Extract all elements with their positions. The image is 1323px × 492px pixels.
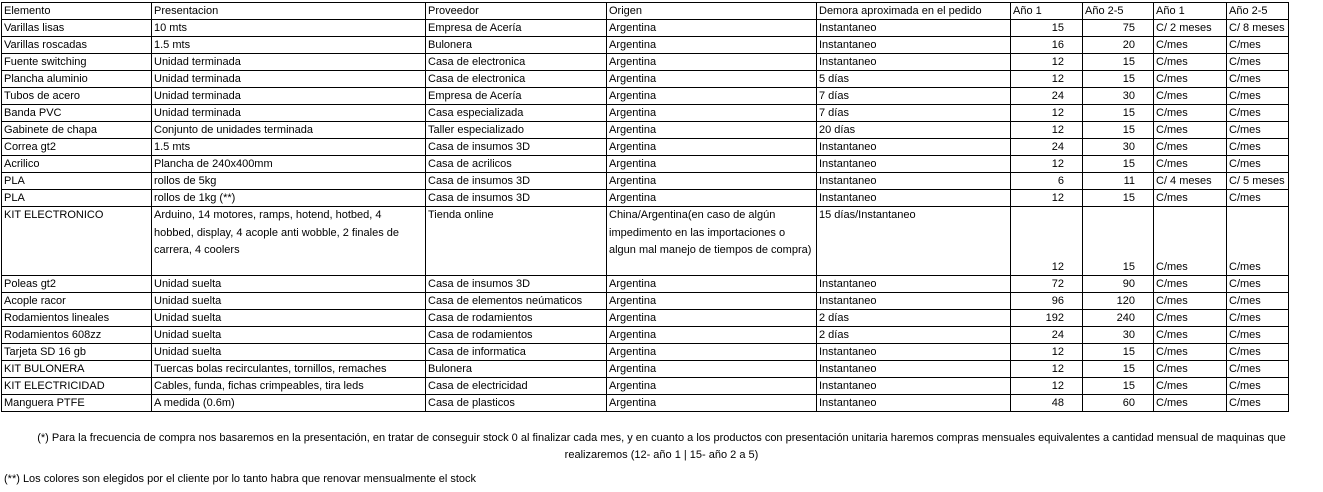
- table-row: [2, 361, 1289, 378]
- table-cell[interactable]: 15: [1083, 344, 1154, 361]
- table-cell[interactable]: 15: [1083, 156, 1154, 173]
- table-cell[interactable]: Argentina: [607, 156, 817, 173]
- table-cell[interactable]: C/ 5 meses: [1227, 173, 1289, 190]
- table-cell[interactable]: 240: [1083, 310, 1154, 327]
- table-cell[interactable]: Taller especializado: [426, 122, 607, 139]
- table-cell[interactable]: Instantaneo: [817, 361, 1011, 378]
- table-cell[interactable]: Plancha aluminio: [2, 71, 152, 88]
- table-cell[interactable]: 1.5 mts: [152, 37, 426, 54]
- header-row: [2, 3, 1289, 20]
- table-cell[interactable]: 20: [1083, 37, 1154, 54]
- table-cell[interactable]: Argentina: [607, 71, 817, 88]
- table-cell[interactable]: C/mes: [1227, 105, 1289, 122]
- table-cell[interactable]: Casa de electricidad: [426, 378, 607, 395]
- table-cell[interactable]: 12: [1011, 122, 1083, 139]
- table-cell[interactable]: Fuente switching: [2, 54, 152, 71]
- table-cell[interactable]: Tarjeta SD 16 gb: [2, 344, 152, 361]
- table-cell[interactable]: 24: [1011, 139, 1083, 156]
- table-cell[interactable]: C/mes: [1227, 37, 1289, 54]
- footnote-frequency: (*) Para la frecuencia de compra nos basaremos en la presentación, en tratar de conseguir stock 0 al finalizar cada mes, y en cuanto a los productos con presentación unitaria haremos compras mensuales equivalentes a cantidad mensual de maquinas que realizaremos (12- año 1 | 15- año 2 a 5): [37, 432, 1286, 461]
- table-cell[interactable]: Arduino, 14 motores, ramps, hotend, hotbed, 4 hobbed, display, 4 acople anti wobble, 2 finales de carrera, 4 coolers: [152, 207, 426, 276]
- table-cell[interactable]: C/mes: [1154, 139, 1227, 156]
- table-cell[interactable]: Conjunto de unidades terminada: [152, 122, 426, 139]
- header-cell[interactable]: Demora aproximada en el pedido: [817, 3, 1011, 20]
- table-cell[interactable]: 2 días: [817, 327, 1011, 344]
- table-cell[interactable]: Argentina: [607, 88, 817, 105]
- table-cell[interactable]: 15: [1011, 20, 1083, 37]
- table-row: [2, 293, 1289, 310]
- table-cell[interactable]: 48: [1011, 395, 1083, 412]
- table-cell[interactable]: Instantaneo: [817, 156, 1011, 173]
- table-cell[interactable]: Casa especializada: [426, 105, 607, 122]
- table-cell[interactable]: C/mes: [1154, 361, 1227, 378]
- table-cell[interactable]: 7 días: [817, 88, 1011, 105]
- table-cell[interactable]: Unidad terminada: [152, 105, 426, 122]
- table-cell[interactable]: 120: [1083, 293, 1154, 310]
- table-row: [2, 122, 1289, 139]
- table-cell[interactable]: 10 mts: [152, 20, 426, 37]
- table-cell[interactable]: Argentina: [607, 327, 817, 344]
- table-cell[interactable]: Casa de acrilicos: [426, 156, 607, 173]
- table-cell[interactable]: C/mes: [1154, 88, 1227, 105]
- table-cell[interactable]: Unidad suelta: [152, 276, 426, 293]
- table-cell[interactable]: Poleas gt2: [2, 276, 152, 293]
- table-cell[interactable]: 7 días: [817, 105, 1011, 122]
- table-row: [2, 20, 1289, 37]
- table-cell[interactable]: Unidad terminada: [152, 54, 426, 71]
- table-cell[interactable]: Casa de insumos 3D: [426, 190, 607, 207]
- table-cell[interactable]: 1.5 mts: [152, 139, 426, 156]
- table-cell[interactable]: Instantaneo: [817, 395, 1011, 412]
- table-cell[interactable]: Unidad terminada: [152, 71, 426, 88]
- table-cell[interactable]: rollos de 5kg: [152, 173, 426, 190]
- inventory-table: [1, 2, 1289, 412]
- table-cell[interactable]: Cables, funda, fichas crimpeables, tira leds: [152, 378, 426, 395]
- table-cell[interactable]: Argentina: [607, 395, 817, 412]
- table-cell[interactable]: Argentina: [607, 361, 817, 378]
- table-cell[interactable]: Argentina: [607, 122, 817, 139]
- table-cell[interactable]: 72: [1011, 276, 1083, 293]
- table-cell[interactable]: Casa de elementos neúmaticos: [426, 293, 607, 310]
- table-cell[interactable]: Argentina: [607, 293, 817, 310]
- table-cell[interactable]: Acrilico: [2, 156, 152, 173]
- table-cell[interactable]: 90: [1083, 276, 1154, 293]
- table-cell[interactable]: Casa de electronica: [426, 54, 607, 71]
- table-row: [2, 310, 1289, 327]
- table-cell[interactable]: Plancha de 240x400mm: [152, 156, 426, 173]
- table-cell[interactable]: C/mes: [1227, 71, 1289, 88]
- header-cell[interactable]: Presentacion: [152, 3, 426, 20]
- table-cell[interactable]: Unidad suelta: [152, 344, 426, 361]
- table-row: [2, 395, 1289, 412]
- table-cell[interactable]: Instantaneo: [817, 54, 1011, 71]
- table-cell[interactable]: Casa de insumos 3D: [426, 173, 607, 190]
- table-row: [2, 105, 1289, 122]
- table-cell[interactable]: KIT ELECTRONICO: [2, 207, 152, 276]
- table-cell[interactable]: Argentina: [607, 310, 817, 327]
- table-cell[interactable]: C/mes: [1227, 310, 1289, 327]
- table-cell[interactable]: Argentina: [607, 139, 817, 156]
- header-cell[interactable]: Año 1: [1154, 3, 1227, 20]
- table-cell[interactable]: Bulonera: [426, 37, 607, 54]
- table-cell[interactable]: C/mes: [1154, 71, 1227, 88]
- table-cell[interactable]: China/Argentina(en caso de algún impedimento en las importaciones o algun mal manejo de tiempos de compra): [607, 207, 817, 276]
- table-cell[interactable]: Varillas roscadas: [2, 37, 152, 54]
- table-cell[interactable]: 12: [1011, 105, 1083, 122]
- table-cell[interactable]: C/mes: [1154, 378, 1227, 395]
- table-cell[interactable]: C/mes: [1154, 190, 1227, 207]
- table-row: [2, 139, 1289, 156]
- table-cell[interactable]: C/mes: [1227, 122, 1289, 139]
- table-cell[interactable]: Argentina: [607, 105, 817, 122]
- table-cell[interactable]: C/mes: [1227, 207, 1289, 276]
- table-cell[interactable]: Banda PVC: [2, 105, 152, 122]
- table-cell[interactable]: 30: [1083, 327, 1154, 344]
- table-cell[interactable]: 12: [1011, 156, 1083, 173]
- table-cell[interactable]: 12: [1011, 378, 1083, 395]
- table-cell[interactable]: 192: [1011, 310, 1083, 327]
- header-cell[interactable]: Proveedor: [426, 3, 607, 20]
- table-cell[interactable]: 15: [1083, 54, 1154, 71]
- table-cell[interactable]: Argentina: [607, 173, 817, 190]
- table-cell[interactable]: 24: [1011, 88, 1083, 105]
- table-cell[interactable]: C/mes: [1227, 395, 1289, 412]
- table-cell[interactable]: Unidad suelta: [152, 310, 426, 327]
- table-cell[interactable]: Tuercas bolas recirculantes, tornillos, remaches: [152, 361, 426, 378]
- table-cell[interactable]: Casa de informatica: [426, 344, 607, 361]
- table-cell[interactable]: 15: [1083, 105, 1154, 122]
- table-cell[interactable]: C/ 8 meses: [1227, 20, 1289, 37]
- table-cell[interactable]: Instantaneo: [817, 173, 1011, 190]
- table-row: [2, 37, 1289, 54]
- table-cell[interactable]: 30: [1083, 88, 1154, 105]
- table-cell[interactable]: PLA: [2, 190, 152, 207]
- table-cell[interactable]: Instantaneo: [817, 190, 1011, 207]
- table-cell[interactable]: C/mes: [1227, 361, 1289, 378]
- table-cell[interactable]: 6: [1011, 173, 1083, 190]
- table-cell[interactable]: C/mes: [1227, 378, 1289, 395]
- table-row: [2, 378, 1289, 395]
- footnote-colors: (**) Los colores son elegidos por el cliente por lo tanto habra que renovar mensualmente el stock: [4, 473, 477, 485]
- table-cell[interactable]: C/mes: [1154, 344, 1227, 361]
- table-cell[interactable]: 15: [1083, 378, 1154, 395]
- table-cell[interactable]: 24: [1011, 327, 1083, 344]
- table-cell[interactable]: C/mes: [1154, 310, 1227, 327]
- table-cell[interactable]: Tienda online: [426, 207, 607, 276]
- table-cell[interactable]: KIT BULONERA: [2, 361, 152, 378]
- table-cell[interactable]: C/mes: [1154, 293, 1227, 310]
- table-cell[interactable]: Instantaneo: [817, 276, 1011, 293]
- table-cell[interactable]: KIT ELECTRICIDAD: [2, 378, 152, 395]
- table-row: [2, 207, 1289, 276]
- table-cell[interactable]: 15 días/Instantaneo: [817, 207, 1011, 276]
- table-cell[interactable]: Argentina: [607, 37, 817, 54]
- table-cell[interactable]: Casa de rodamientos: [426, 310, 607, 327]
- table-cell[interactable]: Argentina: [607, 344, 817, 361]
- table-cell[interactable]: C/mes: [1227, 293, 1289, 310]
- table-cell[interactable]: 2 días: [817, 310, 1011, 327]
- table-cell[interactable]: C/mes: [1227, 327, 1289, 344]
- header-cell[interactable]: Elemento: [2, 3, 152, 20]
- table-cell[interactable]: A medida (0.6m): [152, 395, 426, 412]
- header-cell[interactable]: Año 1: [1011, 3, 1083, 20]
- table-cell[interactable]: Casa de insumos 3D: [426, 139, 607, 156]
- table-row: [2, 276, 1289, 293]
- table-row: [2, 327, 1289, 344]
- table-cell[interactable]: Argentina: [607, 378, 817, 395]
- table-cell[interactable]: C/mes: [1154, 37, 1227, 54]
- table-cell[interactable]: C/mes: [1154, 156, 1227, 173]
- header-cell[interactable]: Origen: [607, 3, 817, 20]
- table-cell[interactable]: Gabinete de chapa: [2, 122, 152, 139]
- table-cell[interactable]: Empresa de Acería: [426, 20, 607, 37]
- table-cell[interactable]: Instantaneo: [817, 344, 1011, 361]
- table-row: [2, 71, 1289, 88]
- table-cell[interactable]: C/ 4 meses: [1154, 173, 1227, 190]
- table-cell[interactable]: 30: [1083, 139, 1154, 156]
- table-cell[interactable]: 15: [1083, 207, 1154, 276]
- table-row: [2, 88, 1289, 105]
- table-cell[interactable]: 11: [1083, 173, 1154, 190]
- table-cell[interactable]: Casa de plasticos: [426, 395, 607, 412]
- table-row: [2, 173, 1289, 190]
- table-cell[interactable]: 12: [1011, 207, 1083, 276]
- table-cell[interactable]: Tubos de acero: [2, 88, 152, 105]
- table-cell[interactable]: Unidad suelta: [152, 327, 426, 344]
- table-cell[interactable]: C/mes: [1154, 54, 1227, 71]
- table-cell[interactable]: Empresa de Acería: [426, 88, 607, 105]
- table-cell[interactable]: 12: [1011, 344, 1083, 361]
- table-cell[interactable]: Casa de insumos 3D: [426, 276, 607, 293]
- table-cell[interactable]: Instantaneo: [817, 37, 1011, 54]
- table-cell[interactable]: 12: [1011, 361, 1083, 378]
- table-row: [2, 344, 1289, 361]
- table-cell[interactable]: 96: [1011, 293, 1083, 310]
- table-cell[interactable]: Casa de electronica: [426, 71, 607, 88]
- table-cell[interactable]: Bulonera: [426, 361, 607, 378]
- table-cell[interactable]: C/mes: [1154, 122, 1227, 139]
- table-cell[interactable]: Unidad terminada: [152, 88, 426, 105]
- table-cell[interactable]: 12: [1011, 190, 1083, 207]
- table-cell[interactable]: 75: [1083, 20, 1154, 37]
- table-cell[interactable]: Casa de rodamientos: [426, 327, 607, 344]
- table-cell[interactable]: Argentina: [607, 190, 817, 207]
- table-cell[interactable]: 60: [1083, 395, 1154, 412]
- table-cell[interactable]: Argentina: [607, 20, 817, 37]
- table-cell[interactable]: Varillas lisas: [2, 20, 152, 37]
- table-cell[interactable]: Rodamientos 608zz: [2, 327, 152, 344]
- table-cell[interactable]: 15: [1083, 361, 1154, 378]
- table-cell[interactable]: Instantaneo: [817, 378, 1011, 395]
- table-cell[interactable]: 5 días: [817, 71, 1011, 88]
- table-cell[interactable]: C/mes: [1227, 88, 1289, 105]
- header-cell[interactable]: Año 2-5: [1083, 3, 1154, 20]
- table-cell[interactable]: C/mes: [1227, 156, 1289, 173]
- table-cell[interactable]: Argentina: [607, 276, 817, 293]
- table-cell[interactable]: Instantaneo: [817, 139, 1011, 156]
- table-cell[interactable]: C/mes: [1154, 327, 1227, 344]
- table-cell[interactable]: C/mes: [1227, 54, 1289, 71]
- table-cell[interactable]: Manguera PTFE: [2, 395, 152, 412]
- table-cell[interactable]: 16: [1011, 37, 1083, 54]
- footnotes: [0, 430, 1323, 488]
- table-cell[interactable]: Rodamientos lineales: [2, 310, 152, 327]
- table-cell[interactable]: C/mes: [1227, 139, 1289, 156]
- table-cell[interactable]: C/mes: [1154, 395, 1227, 412]
- table-row: [2, 190, 1289, 207]
- table-cell[interactable]: C/mes: [1227, 344, 1289, 361]
- table-cell[interactable]: C/ 2 meses: [1154, 20, 1227, 37]
- table-cell[interactable]: 20 días: [817, 122, 1011, 139]
- table-cell[interactable]: 15: [1083, 71, 1154, 88]
- table-cell[interactable]: PLA: [2, 173, 152, 190]
- table-row: [2, 54, 1289, 71]
- table-cell[interactable]: C/mes: [1227, 276, 1289, 293]
- table-cell[interactable]: C/mes: [1227, 190, 1289, 207]
- table-cell[interactable]: 15: [1083, 190, 1154, 207]
- table-cell[interactable]: C/mes: [1154, 207, 1227, 276]
- table-cell[interactable]: Unidad suelta: [152, 293, 426, 310]
- table-row: [2, 156, 1289, 173]
- table-cell[interactable]: rollos de 1kg (**): [152, 190, 426, 207]
- table-cell[interactable]: 12: [1011, 54, 1083, 71]
- table-cell[interactable]: 12: [1011, 71, 1083, 88]
- table-cell[interactable]: Correa gt2: [2, 139, 152, 156]
- table-cell[interactable]: Instantaneo: [817, 293, 1011, 310]
- table-cell[interactable]: Argentina: [607, 54, 817, 71]
- table-cell[interactable]: 15: [1083, 122, 1154, 139]
- table-cell[interactable]: C/mes: [1154, 105, 1227, 122]
- table-cell[interactable]: Acople racor: [2, 293, 152, 310]
- table-cell[interactable]: Instantaneo: [817, 20, 1011, 37]
- header-cell[interactable]: Año 2-5: [1227, 3, 1289, 20]
- table-cell[interactable]: C/mes: [1154, 276, 1227, 293]
